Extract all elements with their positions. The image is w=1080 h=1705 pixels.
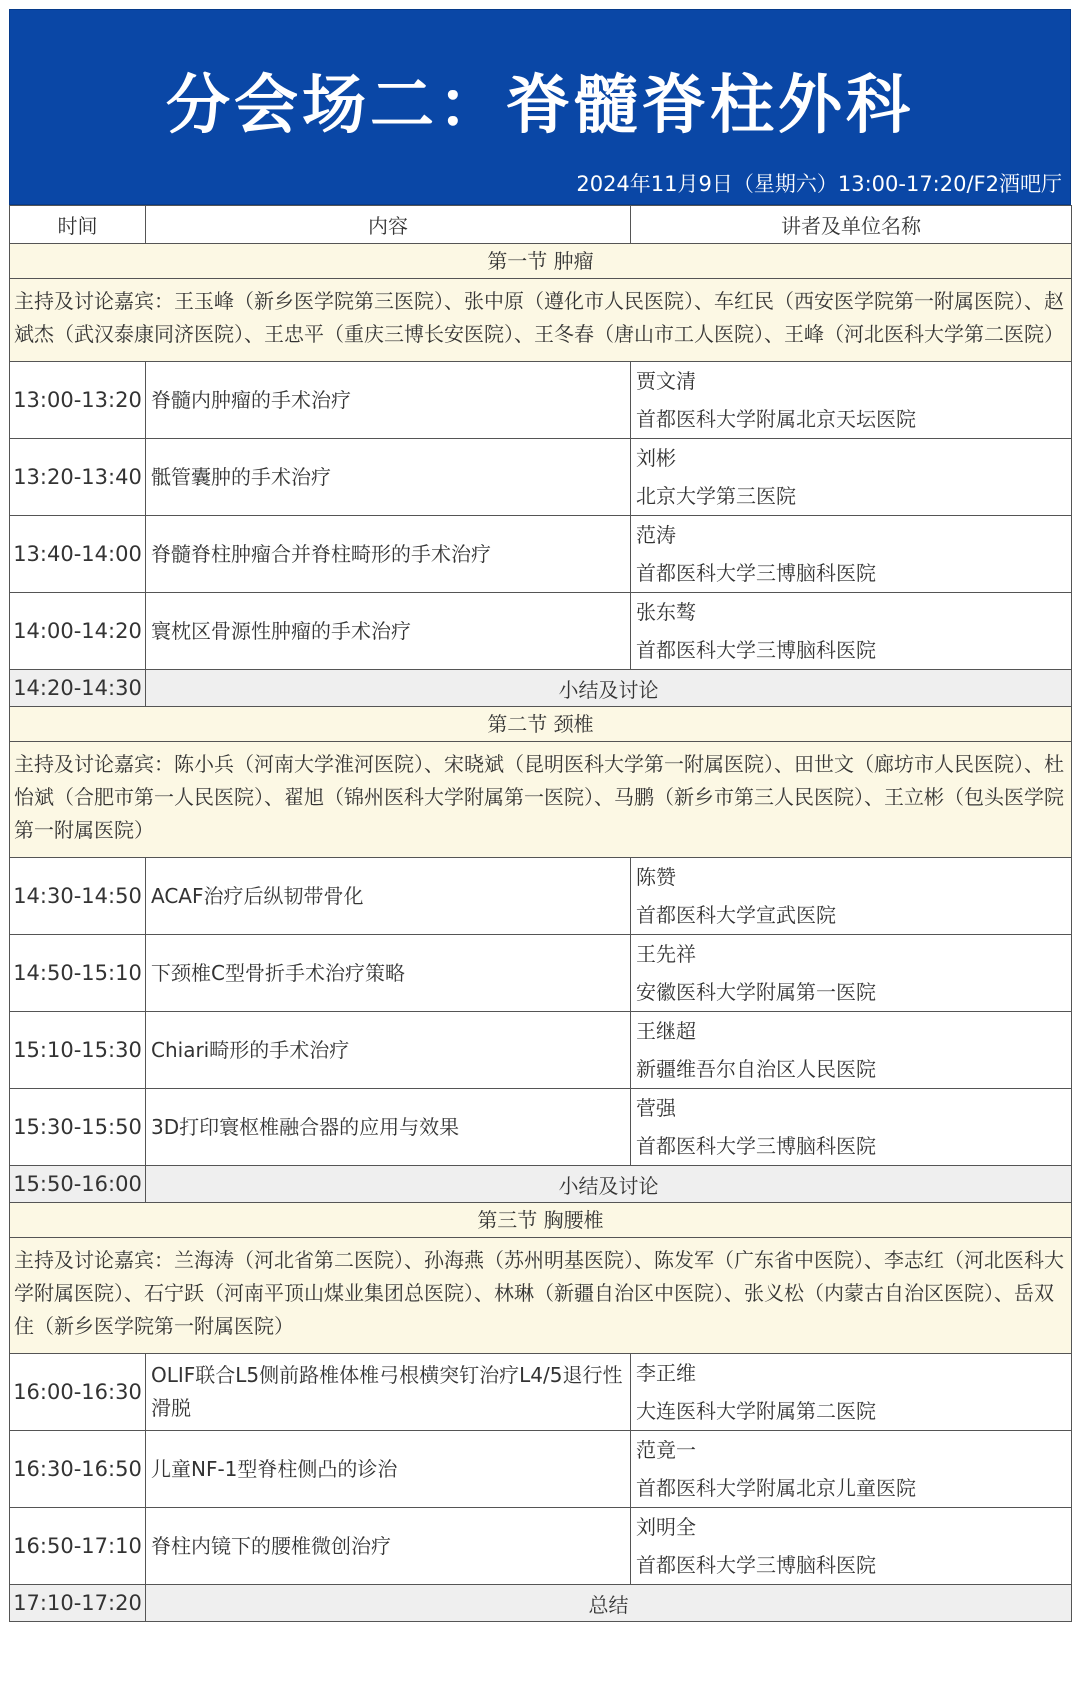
summary-time: 15:50-16:00 <box>10 1166 146 1203</box>
summary-label: 总结 <box>146 1585 1072 1622</box>
talk-speaker-cell <box>631 935 1072 1012</box>
speaker-unit: 安徽医科大学附属第一医院 <box>636 980 876 1004</box>
summary-label: 小结及讨论 <box>146 1166 1072 1203</box>
talk-speaker-cell <box>631 362 1072 439</box>
talk-topic: ACAF治疗后纵韧带骨化 <box>146 858 631 935</box>
talk-row <box>10 1431 1072 1508</box>
speaker-unit: 首都医科大学三博脑科医院 <box>636 561 876 585</box>
section-title: 第二节 颈椎 <box>10 707 1072 742</box>
talk-row <box>10 1354 1072 1431</box>
speaker-unit: 首都医科大学三博脑科医院 <box>636 1553 876 1577</box>
talk-topic: 骶管囊肿的手术治疗 <box>146 439 631 516</box>
speaker-unit: 新疆维吾尔自治区人民医院 <box>636 1057 876 1081</box>
talk-row <box>10 516 1072 593</box>
summary-time: 17:10-17:20 <box>10 1585 146 1622</box>
talk-time: 15:30-15:50 <box>10 1089 146 1166</box>
schedule-table <box>9 205 1072 1622</box>
page-title: 分会场二：脊髓脊柱外科 <box>166 69 914 143</box>
talk-topic: 脊髓内肿瘤的手术治疗 <box>146 362 631 439</box>
talk-topic: 3D打印寰枢椎融合器的应用与效果 <box>146 1089 631 1166</box>
section-hosts: 主持及讨论嘉宾：陈小兵（河南大学淮河医院）、宋晓斌（昆明医科大学第一附属医院）、田世文（廊坊市人民医院）、杜怡斌（合肥市第一人民医院）、翟旭（锦州医科大学附属第一医院）、马鹏（新乡市第三人民医院）、王立彬（包头医学院第一附属医院） <box>10 742 1072 858</box>
speaker-name: 张东骜 <box>636 600 696 624</box>
speaker-name: 范涛 <box>636 523 676 547</box>
talk-row <box>10 858 1072 935</box>
section-title-row <box>10 707 1072 742</box>
talk-speaker-cell <box>631 1354 1072 1431</box>
table-header-row <box>10 206 1072 244</box>
talk-speaker-cell <box>631 593 1072 670</box>
talk-row <box>10 1508 1072 1585</box>
talk-time: 14:50-15:10 <box>10 935 146 1012</box>
banner <box>9 9 1071 205</box>
talk-row <box>10 593 1072 670</box>
section-hosts: 主持及讨论嘉宾：王玉峰（新乡医学院第三医院）、张中原（遵化市人民医院）、车红民（西安医学院第一附属医院）、赵斌杰（武汉泰康同济医院）、王忠平（重庆三博长安医院）、王冬春（唐山市工人医院）、王峰（河北医科大学第二医院） <box>10 279 1072 362</box>
speaker-unit: 首都医科大学宣武医院 <box>636 903 836 927</box>
section-hosts-row <box>10 742 1072 858</box>
speaker-name: 范竟一 <box>636 1438 696 1462</box>
summary-row <box>10 1166 1072 1203</box>
talk-speaker-cell <box>631 439 1072 516</box>
talk-time: 13:00-13:20 <box>10 362 146 439</box>
talk-topic: 寰枕区骨源性肿瘤的手术治疗 <box>146 593 631 670</box>
speaker-unit: 北京大学第三医院 <box>636 484 796 508</box>
talk-row <box>10 935 1072 1012</box>
talk-row <box>10 439 1072 516</box>
talk-time: 13:20-13:40 <box>10 439 146 516</box>
summary-label: 小结及讨论 <box>146 670 1072 707</box>
speaker-unit: 首都医科大学附属北京儿童医院 <box>636 1476 916 1500</box>
speaker-unit: 大连医科大学附属第二医院 <box>636 1399 876 1423</box>
talk-topic: 脊髓脊柱肿瘤合并脊柱畸形的手术治疗 <box>146 516 631 593</box>
talk-row <box>10 362 1072 439</box>
talk-time: 14:00-14:20 <box>10 593 146 670</box>
talk-time: 15:10-15:30 <box>10 1012 146 1089</box>
section-title-row <box>10 1203 1072 1238</box>
header-time: 时间 <box>10 206 146 244</box>
talk-topic: 下颈椎C型骨折手术治疗策略 <box>146 935 631 1012</box>
speaker-name: 菅强 <box>636 1096 676 1120</box>
talk-speaker-cell <box>631 1508 1072 1585</box>
section-hosts-row <box>10 279 1072 362</box>
speaker-unit: 首都医科大学附属北京天坛医院 <box>636 407 916 431</box>
talk-topic: OLIF联合L5侧前路椎体椎弓根横突钉治疗L4/5退行性滑脱 <box>146 1354 631 1431</box>
speaker-name: 贾文清 <box>636 369 696 393</box>
talk-time: 16:30-16:50 <box>10 1431 146 1508</box>
section-title-row <box>10 244 1072 279</box>
summary-row <box>10 1585 1072 1622</box>
talk-speaker-cell <box>631 1431 1072 1508</box>
talk-time: 13:40-14:00 <box>10 516 146 593</box>
section-hosts: 主持及讨论嘉宾：兰海涛（河北省第二医院）、孙海燕（苏州明基医院）、陈发军（广东省中医院）、李志红（河北医科大学附属医院）、石宁跃（河南平顶山煤业集团总医院）、林琳（新疆自治区中医院）、张义松（内蒙古自治区医院）、岳双住（新乡医学院第一附属医院） <box>10 1238 1072 1354</box>
talk-topic: 儿童NF-1型脊柱侧凸的诊治 <box>146 1431 631 1508</box>
talk-time: 16:50-17:10 <box>10 1508 146 1585</box>
summary-time: 14:20-14:30 <box>10 670 146 707</box>
talk-topic: Chiari畸形的手术治疗 <box>146 1012 631 1089</box>
section-hosts-row <box>10 1238 1072 1354</box>
talk-speaker-cell <box>631 1012 1072 1089</box>
speaker-unit: 首都医科大学三博脑科医院 <box>636 1134 876 1158</box>
talk-time: 16:00-16:30 <box>10 1354 146 1431</box>
section-title: 第一节 肿瘤 <box>10 244 1072 279</box>
speaker-name: 刘明全 <box>636 1515 696 1539</box>
session-date-venue: 2024年11月9日（星期六）13:00-17:20/F2酒吧厅 <box>576 172 1062 196</box>
header-content: 内容 <box>146 206 631 244</box>
summary-row <box>10 670 1072 707</box>
section-title: 第三节 胸腰椎 <box>10 1203 1072 1238</box>
talk-time: 14:30-14:50 <box>10 858 146 935</box>
header-speaker: 讲者及单位名称 <box>631 206 1072 244</box>
speaker-unit: 首都医科大学三博脑科医院 <box>636 638 876 662</box>
talk-row <box>10 1012 1072 1089</box>
speaker-name: 王先祥 <box>636 942 696 966</box>
speaker-name: 陈赞 <box>636 865 676 889</box>
talk-speaker-cell <box>631 516 1072 593</box>
speaker-name: 李正维 <box>636 1361 696 1385</box>
schedule-frame <box>9 9 1071 1622</box>
talk-speaker-cell <box>631 1089 1072 1166</box>
talk-speaker-cell <box>631 858 1072 935</box>
talk-topic: 脊柱内镜下的腰椎微创治疗 <box>146 1508 631 1585</box>
speaker-name: 刘彬 <box>636 446 676 470</box>
talk-row <box>10 1089 1072 1166</box>
speaker-name: 王继超 <box>636 1019 696 1043</box>
